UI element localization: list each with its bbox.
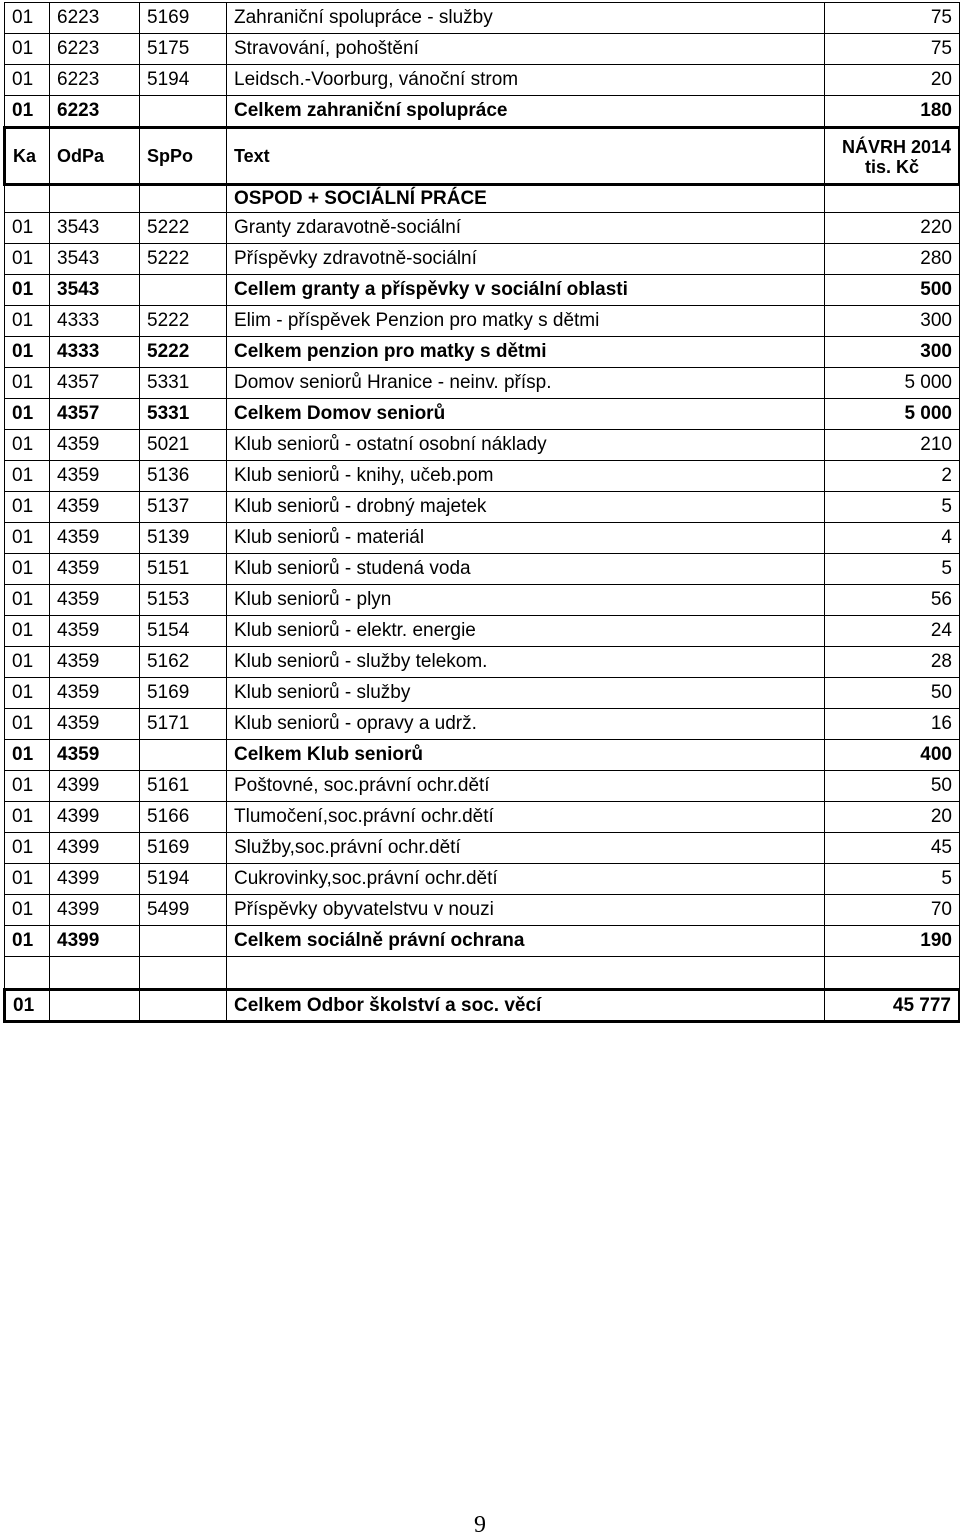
cell-text: Klub seniorů - plyn	[227, 585, 825, 616]
cell-ka: 01	[5, 833, 50, 864]
table-row	[5, 306, 960, 337]
cell-text: Klub seniorů - ostatní osobní náklady	[227, 430, 825, 461]
budget-table	[3, 2, 960, 1023]
cell-odpa: 4359	[50, 461, 140, 492]
cell-odpa: 4359	[50, 430, 140, 461]
cell-text: Celkem penzion pro matky s dětmi	[227, 337, 825, 368]
header-amount-line1: NÁVRH 2014	[841, 137, 951, 157]
cell-amount: 56	[825, 585, 960, 616]
cell-ka: 01	[5, 926, 50, 957]
cell-odpa: 4399	[50, 895, 140, 926]
cell-text: Služby,soc.právní ochr.dětí	[227, 833, 825, 864]
table-row	[5, 244, 960, 275]
table-row	[5, 213, 960, 244]
top-rows	[5, 3, 960, 128]
cell-text: Klub seniorů - studená voda	[227, 554, 825, 585]
cell-ka: 01	[5, 65, 50, 96]
cell-amount: 4	[825, 523, 960, 554]
cell-odpa: 6223	[50, 34, 140, 65]
table-row	[5, 833, 960, 864]
table-row	[5, 554, 960, 585]
cell-ka: 01	[5, 461, 50, 492]
cell-odpa: 4399	[50, 802, 140, 833]
cell-sppo: 5222	[140, 306, 227, 337]
header-text: Text	[227, 128, 825, 185]
cell-ka: 01	[5, 96, 50, 128]
cell-ka: 01	[5, 399, 50, 430]
cell-sppo: 5171	[140, 709, 227, 740]
cell-ka: 01	[5, 368, 50, 399]
cell-sppo: 5153	[140, 585, 227, 616]
cell-ka: 01	[5, 864, 50, 895]
cell-amount: 190	[825, 926, 960, 957]
cell-odpa: 4359	[50, 616, 140, 647]
footer-block	[5, 957, 960, 1022]
cell-odpa: 4399	[50, 864, 140, 895]
cell-odpa: 4399	[50, 771, 140, 802]
page-number: 9	[474, 1512, 486, 1538]
cell-ka: 01	[5, 802, 50, 833]
cell-odpa: 3543	[50, 244, 140, 275]
table-row	[5, 616, 960, 647]
cell-ka: 01	[5, 337, 50, 368]
cell-amount: 20	[825, 65, 960, 96]
cell-amount: 5	[825, 864, 960, 895]
cell-odpa: 4359	[50, 523, 140, 554]
cell-sppo: 5194	[140, 864, 227, 895]
cell-text: Celkem zahraniční spolupráce	[227, 96, 825, 128]
cell-sppo: 5194	[140, 65, 227, 96]
table-row	[5, 399, 960, 430]
cell-text: Elim - příspěvek Penzion pro matky s dětmi	[227, 306, 825, 337]
cell-amount: 70	[825, 895, 960, 926]
table-row	[5, 3, 960, 34]
cell-odpa: 3543	[50, 213, 140, 244]
cell-amount: 300	[825, 306, 960, 337]
cell-text: Příspěvky zdravotně-sociální	[227, 244, 825, 275]
cell-text: Celkem Klub seniorů	[227, 740, 825, 771]
cell-sppo	[140, 275, 227, 306]
cell-odpa: 4357	[50, 368, 140, 399]
cell-odpa: 4359	[50, 740, 140, 771]
table-row	[5, 65, 960, 96]
header-ka: Ka	[5, 128, 50, 185]
cell-amount: 16	[825, 709, 960, 740]
cell-amount: 50	[825, 771, 960, 802]
cell-odpa: 4399	[50, 833, 140, 864]
cell-sppo	[140, 96, 227, 128]
cell-amount: 300	[825, 337, 960, 368]
cell-odpa: 4399	[50, 926, 140, 957]
cell-odpa: 3543	[50, 275, 140, 306]
cell-sppo: 5137	[140, 492, 227, 523]
cell-odpa: 4359	[50, 585, 140, 616]
cell-text: Klub seniorů - drobný majetek	[227, 492, 825, 523]
main-rows	[5, 213, 960, 957]
cell-ka: 01	[5, 492, 50, 523]
cell-ka: 01	[5, 306, 50, 337]
cell-sppo: 5331	[140, 368, 227, 399]
table-row	[5, 96, 960, 128]
cell-amount: 5	[825, 492, 960, 523]
cell-ka: 01	[5, 585, 50, 616]
cell-ka: 01	[5, 554, 50, 585]
cell-amount: 180	[825, 96, 960, 128]
cell-amount: 75	[825, 3, 960, 34]
cell-sppo: 5166	[140, 802, 227, 833]
cell-ka: 01	[5, 616, 50, 647]
spacer-row	[5, 957, 960, 990]
table-row	[5, 740, 960, 771]
cell-odpa: 6223	[50, 3, 140, 34]
table-row	[5, 926, 960, 957]
cell-amount: 280	[825, 244, 960, 275]
cell-text: Granty zdaravotně-sociální	[227, 213, 825, 244]
header-amount-unit: tis. Kč	[864, 157, 919, 177]
header-amount	[825, 128, 960, 185]
cell-amount: 5 000	[825, 368, 960, 399]
section-title-row	[5, 185, 960, 213]
cell-sppo	[140, 740, 227, 771]
cell-amount: 400	[825, 740, 960, 771]
cell-text: Cukrovinky,soc.právní ochr.dětí	[227, 864, 825, 895]
cell-ka: 01	[5, 244, 50, 275]
cell-ka: 01	[5, 34, 50, 65]
cell-amount: 20	[825, 802, 960, 833]
cell-ka: 01	[5, 990, 50, 1022]
cell-text: Klub seniorů - služby	[227, 678, 825, 709]
cell-text: Cellem granty a příspěvky v sociální oblasti	[227, 275, 825, 306]
cell-sppo: 5139	[140, 523, 227, 554]
cell-ka: 01	[5, 213, 50, 244]
cell-amount: 210	[825, 430, 960, 461]
cell-odpa: 4359	[50, 647, 140, 678]
cell-text: Celkem sociálně právní ochrana	[227, 926, 825, 957]
table-row	[5, 492, 960, 523]
cell-amount: 45 777	[825, 990, 960, 1022]
table-row	[5, 895, 960, 926]
table-row	[5, 34, 960, 65]
cell-sppo: 5136	[140, 461, 227, 492]
cell-ka: 01	[5, 275, 50, 306]
cell-odpa: 4359	[50, 554, 140, 585]
cell-text: Klub seniorů - elektr. energie	[227, 616, 825, 647]
header-sppo: SpPo	[140, 128, 227, 185]
cell-text: Klub seniorů - opravy a udrž.	[227, 709, 825, 740]
cell-ka: 01	[5, 740, 50, 771]
cell-text: Poštovné, soc.právní ochr.dětí	[227, 771, 825, 802]
cell-amount: 50	[825, 678, 960, 709]
cell-ka: 01	[5, 647, 50, 678]
cell-sppo: 5222	[140, 337, 227, 368]
cell-ka: 01	[5, 771, 50, 802]
cell-amount: 45	[825, 833, 960, 864]
table-row	[5, 337, 960, 368]
cell-ka: 01	[5, 430, 50, 461]
table-row	[5, 430, 960, 461]
cell-amount: 500	[825, 275, 960, 306]
cell-text: Tlumočení,soc.právní ochr.dětí	[227, 802, 825, 833]
cell-sppo: 5169	[140, 3, 227, 34]
cell-sppo: 5499	[140, 895, 227, 926]
cell-amount: 5	[825, 554, 960, 585]
cell-sppo: 5222	[140, 213, 227, 244]
cell-text: Celkem Odbor školství a soc. věcí	[227, 990, 825, 1022]
table-row	[5, 461, 960, 492]
cell-text: Domov seniorů Hranice - neinv. přísp.	[227, 368, 825, 399]
cell-text: Klub seniorů - služby telekom.	[227, 647, 825, 678]
table-row	[5, 647, 960, 678]
cell-text: Zahraniční spolupráce - služby	[227, 3, 825, 34]
cell-odpa: 4333	[50, 306, 140, 337]
table-row	[5, 585, 960, 616]
table-row	[5, 368, 960, 399]
cell-sppo: 5162	[140, 647, 227, 678]
table-row	[5, 678, 960, 709]
cell-odpa: 6223	[50, 65, 140, 96]
cell-ka: 01	[5, 895, 50, 926]
cell-ka: 01	[5, 3, 50, 34]
cell-sppo: 5021	[140, 430, 227, 461]
cell-sppo: 5154	[140, 616, 227, 647]
cell-sppo	[140, 926, 227, 957]
header-odpa: OdPa	[50, 128, 140, 185]
cell-sppo: 5169	[140, 833, 227, 864]
cell-amount: 2	[825, 461, 960, 492]
table-row	[5, 275, 960, 306]
cell-sppo: 5331	[140, 399, 227, 430]
cell-ka: 01	[5, 523, 50, 554]
cell-odpa	[50, 990, 140, 1022]
cell-ka: 01	[5, 709, 50, 740]
cell-odpa: 4357	[50, 399, 140, 430]
cell-amount: 28	[825, 647, 960, 678]
cell-odpa: 4359	[50, 492, 140, 523]
table-row	[5, 771, 960, 802]
table-row	[5, 802, 960, 833]
cell-sppo: 5175	[140, 34, 227, 65]
header-block	[5, 128, 960, 213]
cell-sppo: 5161	[140, 771, 227, 802]
cell-odpa: 4359	[50, 678, 140, 709]
grand-total-row	[5, 990, 960, 1022]
table-row	[5, 864, 960, 895]
cell-sppo	[140, 990, 227, 1022]
cell-text: Stravování, pohoštění	[227, 34, 825, 65]
cell-odpa: 6223	[50, 96, 140, 128]
cell-odpa: 4333	[50, 337, 140, 368]
table-row	[5, 523, 960, 554]
cell-ka: 01	[5, 678, 50, 709]
cell-odpa: 4359	[50, 709, 140, 740]
cell-amount: 75	[825, 34, 960, 65]
column-header-row	[5, 128, 960, 185]
cell-sppo: 5151	[140, 554, 227, 585]
cell-sppo: 5222	[140, 244, 227, 275]
cell-sppo: 5169	[140, 678, 227, 709]
cell-text: Leidsch.-Voorburg, vánoční strom	[227, 65, 825, 96]
cell-amount: 5 000	[825, 399, 960, 430]
cell-text: Příspěvky obyvatelstvu v nouzi	[227, 895, 825, 926]
cell-amount: 24	[825, 616, 960, 647]
cell-text: Celkem Domov seniorů	[227, 399, 825, 430]
cell-text: Klub seniorů - knihy, učeb.pom	[227, 461, 825, 492]
table-row	[5, 709, 960, 740]
cell-amount: 220	[825, 213, 960, 244]
cell-text: Klub seniorů - materiál	[227, 523, 825, 554]
section-title: OSPOD + SOCIÁLNÍ PRÁCE	[227, 185, 825, 213]
